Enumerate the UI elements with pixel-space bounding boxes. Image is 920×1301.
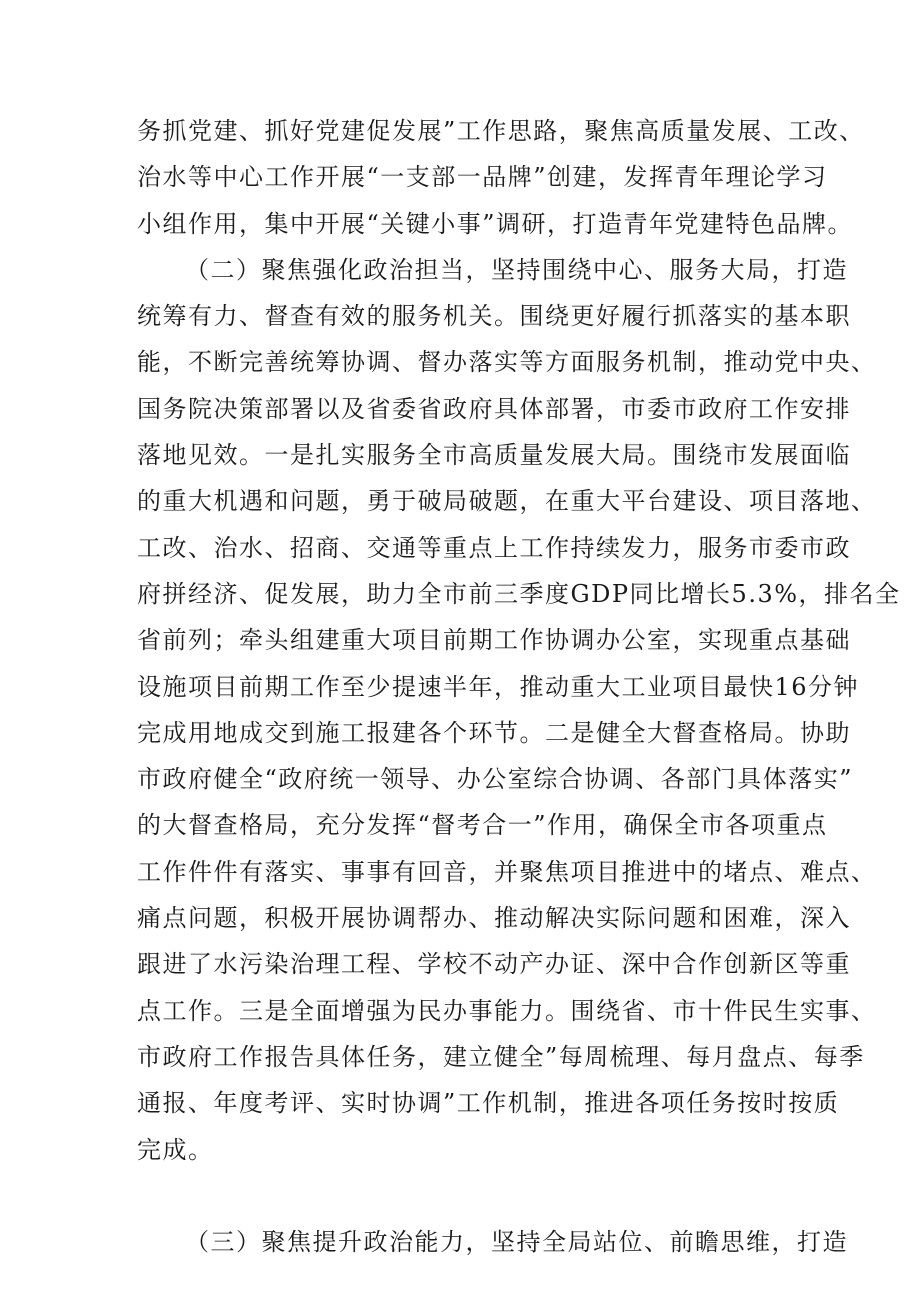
text-line: 跟进了水污染治理工程、学校不动产办证、深中合作创新区等重 [137,950,851,979]
text-line: 工改、治水、招商、交通等重点上工作持续发力，服务市委市政 [137,533,851,562]
text-line: 的大督查格局，充分发挥“督考合一”作用，确保全市各项重点 [137,811,828,840]
text-line: 省前列；牵头组建重大项目前期工作协调办公室，实现重点基础 [137,626,851,655]
section-heading-three: （三）聚焦提升政治能力，坚持全局站位、前瞻思维，打造 [185,1228,848,1257]
text-line: 能，不断完善统筹协调、督办落实等方面服务机制，推动党中央、 [137,348,877,377]
text-line: 小组作用，集中开展“关键小事”调研，打造青年党建特色品牌。 [137,209,854,238]
text-line: 设施项目前期工作至少提速半年，推动重大工业项目最快16分钟 [137,672,860,701]
text-line: 工作件件有落实、事事有回音，并聚焦项目推进中的堵点、难点、 [137,857,877,886]
text-line: 务抓党建、抓好党建促发展”工作思路，聚焦高质量发展、工改、 [137,117,865,145]
text-line: 落地见效。一是扎实服务全市高质量发展大局。围绕市发展面临 [137,441,851,470]
text-line: 点工作。三是全面增强为民办事能力。围绕省、市十件民生实事、 [137,996,877,1025]
text-line: 治水等中心工作开展“一支部一品牌”创建，发挥青年理论学习 [137,163,828,192]
text-line: 市政府工作报告具体任务，建立健全”每周梳理、每月盘点、每季 [137,1042,865,1071]
text-line: 通报、年度考评、实时协调”工作机制，推进各项任务按时按质 [137,1089,840,1118]
text-line: 市政府健全“政府统一领导、办公室综合协调、各部门具体落实” [137,765,854,794]
text-line: 府拼经济、促发展，助力全市前三季度GDP同比增长5.3%，排名全 [137,579,901,608]
text-line: 完成。 [137,1135,214,1164]
document-body [137,108,901,1265]
paragraph-gap [137,1173,797,1219]
text-line: 痛点问题，积极开展协调帮办、推动解决实际问题和困难，深入 [137,904,851,933]
text-line: 完成用地成交到施工报建各个环节。二是健全大督查格局。协助 [137,718,851,747]
section-heading-two: （二）聚焦强化政治担当，坚持围绕中心、服务大局，打造 [185,255,848,284]
text-line: 的重大机遇和问题，勇于破局破题，在重大平台建设、项目落地、 [137,487,877,516]
text-line: 统筹有力、督查有效的服务机关。围绕更好履行抓落实的基本职 [137,302,851,331]
text-line: 国务院决策部署以及省委省政府具体部署，市委市政府工作安排 [137,394,851,423]
